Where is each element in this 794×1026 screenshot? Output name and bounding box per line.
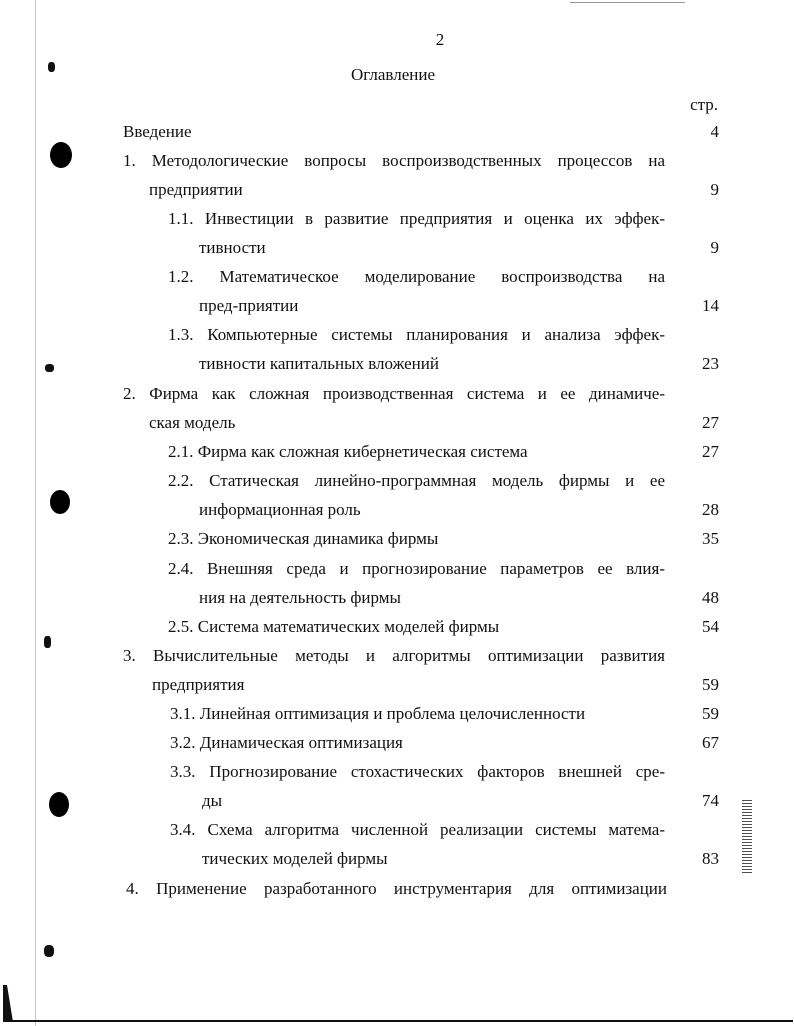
toc-page-number: 27: [702, 442, 719, 461]
toc-entry-chapter: 2. Фирма как сложная производственная система и ее динамиче-: [123, 384, 665, 403]
toc-entry-section: 2.5. Система математических моделей фирмы: [168, 617, 500, 636]
scan-edge-noise: [742, 800, 752, 875]
toc-entry-section-cont: информационная роль: [199, 500, 361, 519]
toc-entry-section: 2.1. Фирма как сложная кибернетическая система: [168, 442, 528, 461]
scan-speck: [44, 945, 54, 957]
toc-page-number: 74: [702, 791, 719, 810]
toc-entry-section-cont: ды: [202, 791, 223, 810]
toc-entry-section-cont: тивности: [199, 238, 266, 257]
toc-entry-section: 1.3. Компьютерные системы планирования и анализа эффек-: [168, 325, 665, 344]
toc-entry-section: 3.2. Динамическая оптимизация: [170, 733, 403, 752]
toc-page-number: 23: [702, 354, 719, 373]
toc-page-number: 27: [702, 413, 719, 432]
toc-entry-section: 1.2. Математическое моделирование воспроизводства на: [168, 267, 665, 286]
toc-page-number: 59: [702, 704, 719, 723]
toc-entry-chapter: 1. Методологические вопросы воспроизводственных процессов на: [123, 151, 665, 170]
page-title: Оглавление: [351, 65, 435, 84]
toc-page-number: 9: [710, 180, 719, 199]
binder-hole: [49, 792, 69, 817]
toc-entry-section: 2.3. Экономическая динамика фирмы: [168, 529, 439, 548]
toc-page-number: 28: [702, 500, 719, 519]
binder-hole: [50, 142, 72, 168]
toc-entry-section-cont: тических моделей фирмы: [202, 849, 388, 868]
scan-speck: [45, 364, 54, 372]
page-number: 2: [435, 30, 445, 49]
toc-page-number: 9: [710, 238, 719, 257]
binder-hole: [50, 490, 70, 514]
toc-entry-section: 1.1. Инвестиции в развитие предприятия и оценка их эффек-: [168, 209, 665, 228]
toc-entry-section: 3.3. Прогнозирование стохастических факторов внешней сре-: [170, 762, 665, 781]
toc-entry-chapter-cont: предприятии: [149, 180, 243, 199]
toc-page-number: 4: [710, 122, 719, 141]
toc-entry-section: 3.1. Линейная оптимизация и проблема целочисленности: [170, 704, 586, 723]
scan-speck: [44, 636, 51, 648]
toc-entry-chapter: 3. Вычислительные методы и алгоритмы оптимизации развития: [123, 646, 665, 665]
toc-entry-section: 2.2. Статическая линейно-программная модель фирмы и ее: [168, 471, 665, 490]
toc-page-number: 35: [702, 529, 719, 548]
toc-page-number: 54: [702, 617, 719, 636]
toc-entry-section-cont: тивности капитальных вложений: [199, 354, 439, 373]
toc-entry-section-cont: пред-приятии: [199, 296, 299, 315]
toc-entry-chapter-cont: ская модель: [149, 413, 236, 432]
toc-page-number: 14: [702, 296, 719, 315]
toc-entry-section: 2.4. Внешняя среда и прогнозирование параметров ее влия-: [168, 559, 665, 578]
toc-entry-intro: Введение: [123, 122, 192, 141]
page-column-label: стр.: [690, 95, 718, 114]
scan-margin-line: [35, 0, 36, 1026]
toc-entry-chapter-cont: предприятия: [152, 675, 245, 694]
toc-entry-section: 3.4. Схема алгоритма численной реализации системы матема-: [170, 820, 665, 839]
scan-top-line: [570, 2, 685, 3]
toc-page-number: 83: [702, 849, 719, 868]
toc-page-number: 67: [702, 733, 719, 752]
toc-page-number: 48: [702, 588, 719, 607]
toc-entry-section-cont: ния на деятельность фирмы: [199, 588, 401, 607]
scan-corner-shadow: [3, 985, 13, 1022]
toc-entry-chapter: 4. Применение разработанного инструментария для оптимизации: [126, 879, 667, 898]
scan-bottom-edge: [3, 1020, 793, 1022]
toc-page-number: 59: [702, 675, 719, 694]
